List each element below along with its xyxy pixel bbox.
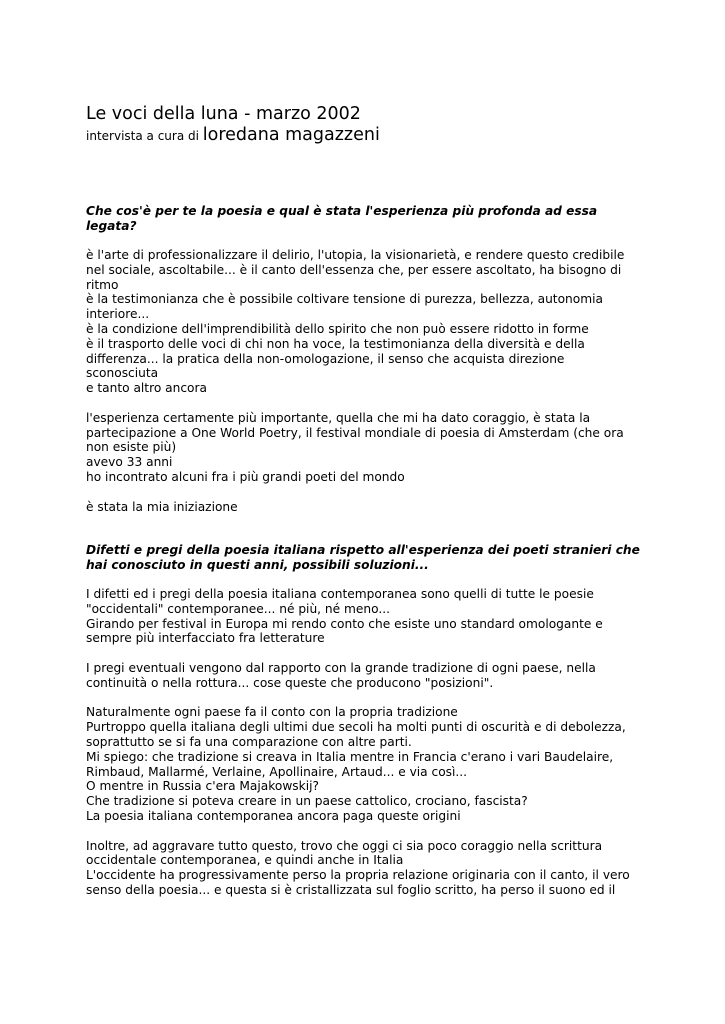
text-line: e tanto altro ancora [86, 381, 207, 396]
question-line: legata? [86, 218, 137, 233]
text-line: è l'arte di professionalizzare il delirio, l'utopia, la visionarietà, e rendere questo credibile [86, 248, 625, 262]
document-subtitle [86, 124, 380, 147]
question-1 [86, 204, 646, 234]
text-line: Purtroppo quella italiana degli ultimi due secoli ha molti punti di oscurità e di debolezza, [86, 720, 626, 735]
text-line: è la testimonianza che è possibile coltivare tensione di purezza, bellezza, autonomia [86, 292, 603, 307]
text-line: nel sociale, ascoltabile... è il canto dell'essenza che, per essere ascoltato, ha bisogno di [86, 262, 622, 277]
text-line: è la condizione dell'imprendibilità dello spirito che non può essere ridotto in forme [86, 321, 589, 336]
text-line: ho incontrato alcuni fra i più grandi poeti del mondo [86, 469, 405, 484]
text-line: Girando per festival in Europa mi rendo conto che esiste uno standard omologante e [86, 616, 603, 631]
text-line: avevo 33 anni [86, 455, 173, 470]
text-line: differenza... la pratica della non-omologazione, il senso che acquista direzione [86, 351, 565, 366]
text-line: Inoltre, ad aggravare tutto questo, trovo che oggi ci sia poco coraggio nella scrittura [86, 838, 603, 853]
document-title: Le voci della luna - marzo 2002 [86, 104, 361, 124]
text-line: I pregi eventuali vengono dal rapporto con la grande tradizione di ogni paese, nella [86, 660, 596, 675]
text-line: sconosciuta [86, 366, 159, 381]
subtitle-prefix: intervista a cura di [86, 129, 199, 143]
text-line: "occidentali" contemporanee... né più, né meno... [86, 601, 390, 616]
blank-line [86, 396, 646, 411]
text-line: continuità o nella rottura... cose queste che producono "posizioni". [86, 675, 494, 690]
text-line: Che tradizione si poteva creare in un paese cattolico, crociano, fascista? [86, 794, 528, 809]
answer-2 [86, 587, 646, 898]
text-line: è il trasporto delle voci di chi non ha voce, la testimonianza della diversità e della [86, 336, 585, 351]
text-line: interiore... [86, 307, 150, 322]
blank-line [86, 824, 646, 839]
blank-line [86, 485, 646, 500]
text-line: ritmo [86, 277, 119, 292]
author-name: loredana magazzeni [202, 125, 380, 145]
text-line: Naturalmente ogni paese fa il conto con la propria tradizione [86, 705, 458, 720]
question-line: hai conosciuto in questi anni, possibili soluzioni... [86, 557, 429, 572]
text-line: l'esperienza certamente più importante, quella che mi ha dato coraggio, è stata la [86, 410, 591, 425]
text-line: sempre più interfacciato fra letterature [86, 631, 325, 646]
text-line: occidentale contemporanea, e quindi anche in Italia [86, 853, 404, 868]
answer-1 [86, 248, 646, 514]
text-line: Mi spiego: che tradizione si creava in Italia mentre in Francia c'erano i vari Baudelaire, [86, 749, 614, 764]
text-line: Rimbaud, Mallarmé, Verlaine, Apollinaire, Artaud... e via così... [86, 764, 468, 779]
text-line: I difetti ed i pregi della poesia italiana contemporanea sono quelli di tutte le poesie [86, 587, 594, 601]
blank-line [86, 691, 646, 706]
question-2 [86, 543, 646, 573]
text-line: è stata la mia iniziazione [86, 499, 238, 514]
question-line: Difetti e pregi della poesia italiana rispetto all'esperienza dei poeti stranieri che [86, 543, 640, 557]
text-line: soprattutto se si fa una comparazione con altre parti. [86, 734, 412, 749]
question-line: Che cos'è per te la poesia e qual è stata l'esperienza più profonda ad essa [86, 204, 598, 218]
text-line: L'occidente ha progressivamente perso la propria relazione originaria con il canto, il vero [86, 868, 630, 883]
blank-line [86, 646, 646, 661]
text-line: O mentre in Russia c'era Majakowskij? [86, 779, 319, 794]
text-line: senso della poesia... e questa si è cristallizzata sul foglio scritto, ha perso il suono ed il [86, 882, 616, 897]
text-line: La poesia italiana contemporanea ancora paga queste origini [86, 808, 461, 823]
text-line: non esiste più) [86, 440, 177, 455]
text-line: partecipazione a One World Poetry, il festival mondiale di poesia di Amsterdam (che ora [86, 425, 624, 440]
